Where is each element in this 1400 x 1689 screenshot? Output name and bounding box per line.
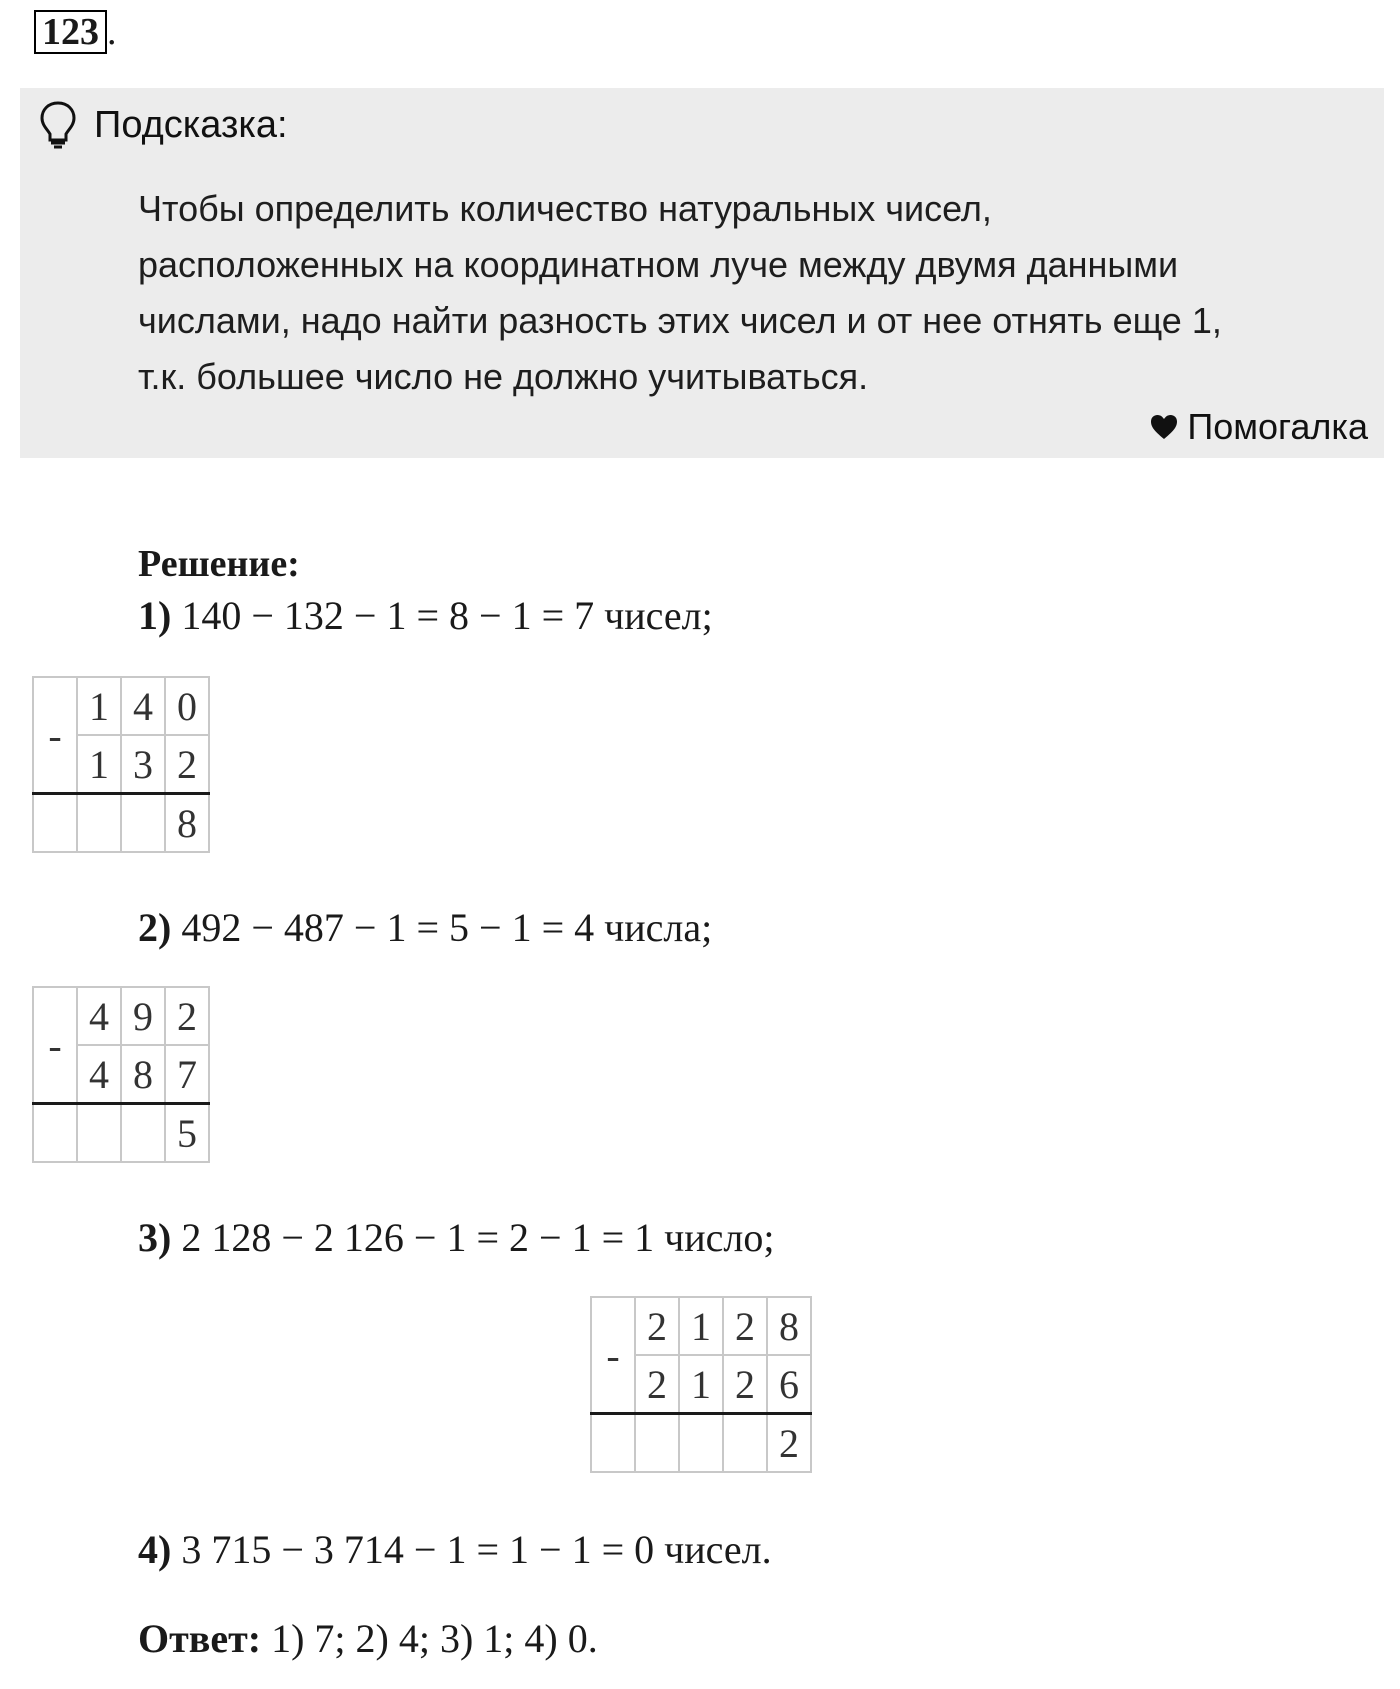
minus-sign: - bbox=[33, 735, 77, 794]
hint-line: расположенных на координатном луче между двумя данными bbox=[138, 244, 1179, 285]
hint-title: Подсказка: bbox=[94, 104, 288, 146]
digit-cell: 2 bbox=[635, 1355, 679, 1414]
digit-cell: 1 bbox=[77, 677, 121, 735]
digit-cell: 0 bbox=[165, 677, 209, 735]
step-expression: 2 128 − 2 126 − 1 = 2 − 1 = 1 число; bbox=[181, 1215, 775, 1260]
digit-cell bbox=[679, 1414, 723, 1473]
step-expression: 3 715 − 3 714 − 1 = 1 − 1 = 0 чисел. bbox=[181, 1527, 772, 1572]
hint-line: числами, надо найти разность этих чисел и от нее отнять еще 1, bbox=[138, 300, 1222, 341]
heart-icon bbox=[1149, 413, 1179, 441]
answer-text: 1) 7; 2) 4; 3) 1; 4) 0. bbox=[261, 1616, 598, 1661]
column-subtraction-1 bbox=[32, 676, 210, 853]
digit-cell: 4 bbox=[77, 1045, 121, 1104]
step-number: 2) bbox=[138, 905, 172, 950]
digit-cell bbox=[121, 794, 165, 853]
digit-cell: 5 bbox=[165, 1104, 209, 1163]
hint-line: Чтобы определить количество натуральных чисел, bbox=[138, 188, 992, 229]
digit-cell: 6 bbox=[767, 1355, 811, 1414]
digit-cell: 8 bbox=[165, 794, 209, 853]
digit-cell bbox=[33, 1104, 77, 1163]
hint-box bbox=[20, 88, 1384, 458]
digit-cell: 2 bbox=[767, 1414, 811, 1473]
hint-text bbox=[138, 181, 1368, 405]
minus-sign: - bbox=[33, 1045, 77, 1104]
digit-cell: 8 bbox=[767, 1297, 811, 1355]
digit-cell: 2 bbox=[165, 735, 209, 794]
step-number: 1) bbox=[138, 593, 172, 638]
digit-cell: 1 bbox=[77, 735, 121, 794]
digit-cell bbox=[591, 1414, 635, 1473]
column-subtraction-2 bbox=[32, 986, 210, 1163]
solution-step-4 bbox=[138, 1526, 772, 1573]
digit-cell: 2 bbox=[723, 1355, 767, 1414]
task-number-dot: . bbox=[107, 11, 117, 53]
task-number bbox=[34, 10, 117, 54]
solution-step-1 bbox=[138, 592, 713, 639]
hint-credit-label: Помогалка bbox=[1187, 406, 1368, 447]
digit-cell: 1 bbox=[679, 1297, 723, 1355]
step-number: 3) bbox=[138, 1215, 172, 1260]
digit-cell: 1 bbox=[679, 1355, 723, 1414]
digit-cell: 4 bbox=[121, 677, 165, 735]
step-expression: 140 − 132 − 1 = 8 − 1 = 7 чисел; bbox=[171, 593, 713, 638]
lightbulb-icon bbox=[36, 100, 80, 150]
digit-cell bbox=[635, 1414, 679, 1473]
solution-title: Решение: bbox=[138, 543, 300, 585]
digit-cell bbox=[121, 1104, 165, 1163]
hint-line: т.к. большее число не должно учитываться. bbox=[138, 356, 869, 397]
task-number-box: 123 bbox=[34, 10, 107, 54]
digit-cell: 2 bbox=[723, 1297, 767, 1355]
column-subtraction-3 bbox=[590, 1296, 812, 1473]
digit-cell bbox=[723, 1414, 767, 1473]
digit-cell bbox=[77, 794, 121, 853]
digit-cell: 2 bbox=[165, 987, 209, 1045]
digit-cell: 3 bbox=[121, 735, 165, 794]
hint-credit[interactable] bbox=[1149, 406, 1368, 448]
digit-cell bbox=[33, 794, 77, 853]
solution-step-2 bbox=[138, 904, 712, 951]
step-expression: 492 − 487 − 1 = 5 − 1 = 4 числа; bbox=[181, 905, 713, 950]
answer bbox=[138, 1615, 598, 1662]
digit-cell: 7 bbox=[165, 1045, 209, 1104]
digit-cell: 9 bbox=[121, 987, 165, 1045]
minus-sign: - bbox=[591, 1355, 635, 1414]
digit-cell bbox=[77, 1104, 121, 1163]
solution-step-3 bbox=[138, 1214, 774, 1261]
digit-cell: 2 bbox=[635, 1297, 679, 1355]
digit-cell: 4 bbox=[77, 987, 121, 1045]
digit-cell: 8 bbox=[121, 1045, 165, 1104]
answer-label: Ответ: bbox=[138, 1616, 262, 1661]
step-number: 4) bbox=[138, 1527, 172, 1572]
